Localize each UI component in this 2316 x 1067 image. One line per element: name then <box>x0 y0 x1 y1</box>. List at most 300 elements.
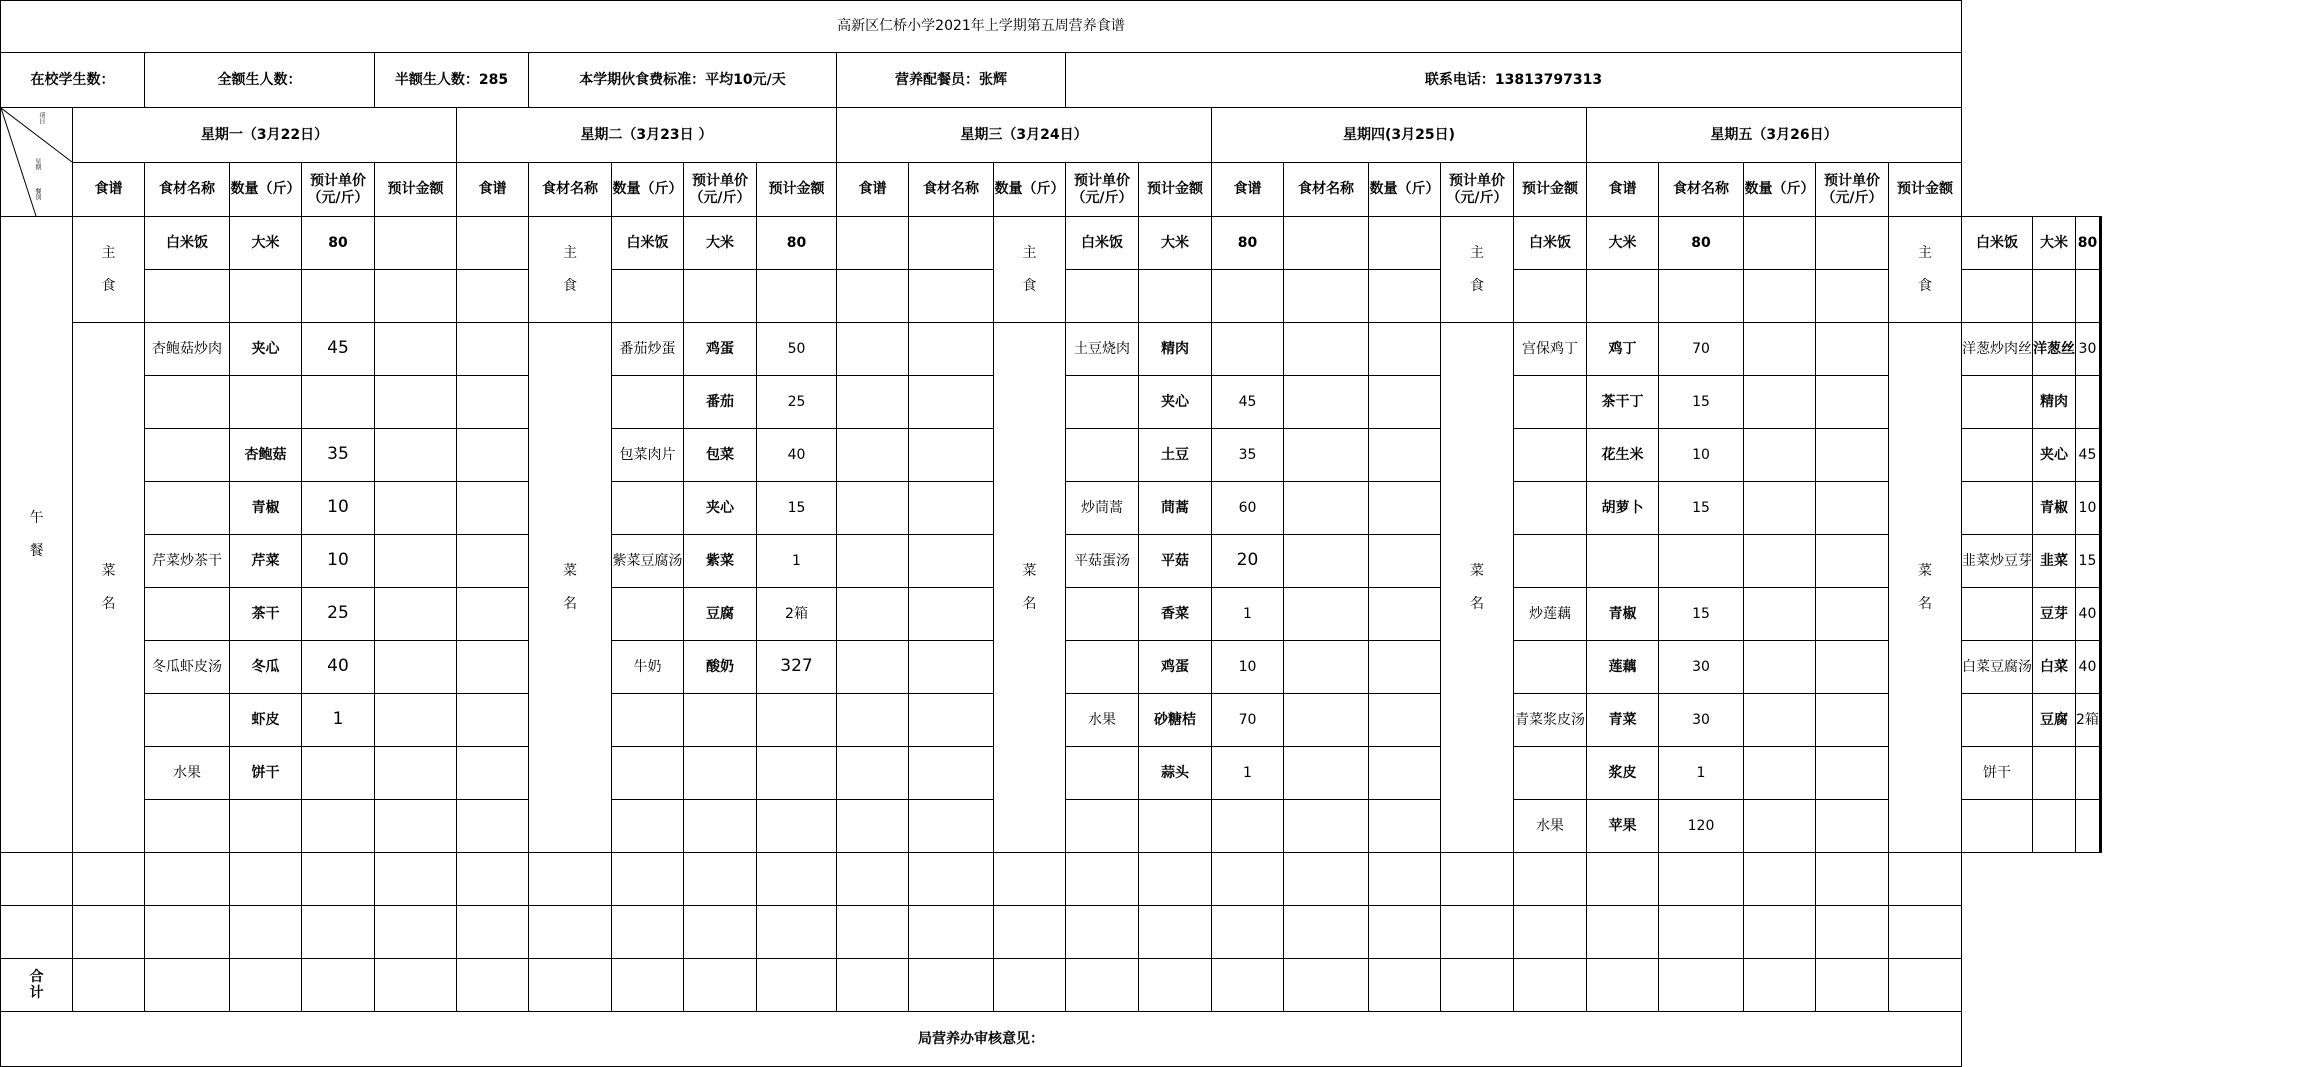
empty-cell[interactable] <box>1659 906 1744 959</box>
empty-cell[interactable] <box>1816 906 1889 959</box>
col-amount-header[interactable]: 预计金额 <box>1139 163 1212 217</box>
ingredient-quantity[interactable] <box>1659 535 1744 588</box>
staple-ingredient-empty[interactable] <box>1587 270 1659 323</box>
ingredient-quantity[interactable]: 15 <box>2076 535 2100 588</box>
ingredient-quantity[interactable]: 15 <box>1659 482 1744 535</box>
unit-price-cell[interactable] <box>375 800 457 853</box>
total-cell[interactable] <box>73 959 145 1012</box>
staple-ingredient-empty[interactable] <box>684 270 757 323</box>
dish-name[interactable]: 番茄炒蛋 <box>612 323 684 376</box>
dish-name[interactable]: 宫保鸡丁 <box>1514 323 1587 376</box>
dish-name[interactable] <box>1514 376 1587 429</box>
unit-price-cell[interactable] <box>1284 270 1369 323</box>
staple-quantity[interactable]: 80 <box>1659 217 1744 270</box>
ingredient-quantity[interactable]: 40 <box>302 641 375 694</box>
dish-name[interactable] <box>1514 747 1587 800</box>
col-ingredient-header[interactable]: 食材名称 <box>529 163 612 217</box>
empty-cell[interactable] <box>684 853 757 906</box>
dish-name[interactable] <box>145 376 230 429</box>
ingredient-quantity[interactable]: 25 <box>757 376 837 429</box>
dish-name[interactable] <box>1962 482 2033 535</box>
ingredient-name[interactable] <box>684 800 757 853</box>
amount-cell[interactable] <box>1816 800 1889 853</box>
amount-cell[interactable] <box>457 376 529 429</box>
staple-label[interactable]: 主 食 <box>529 217 612 323</box>
empty-cell[interactable] <box>1284 853 1369 906</box>
col-quantity-header[interactable]: 数量（斤） <box>1369 163 1441 217</box>
ingredient-quantity[interactable]: 1 <box>757 535 837 588</box>
unit-price-cell[interactable] <box>837 376 909 429</box>
ingredient-name[interactable]: 虾皮 <box>230 694 302 747</box>
ingredient-quantity[interactable]: 70 <box>1659 323 1744 376</box>
staple-label[interactable]: 主 食 <box>994 217 1066 323</box>
empty-first-col[interactable] <box>1 853 73 906</box>
ingredient-name[interactable]: 冬瓜 <box>230 641 302 694</box>
staple-ingredient-empty[interactable] <box>230 270 302 323</box>
empty-first-col[interactable] <box>1 906 73 959</box>
amount-cell[interactable] <box>457 429 529 482</box>
info-students[interactable]: 在校学生数： <box>1 53 145 108</box>
empty-cell[interactable] <box>1066 853 1139 906</box>
amount-cell[interactable] <box>457 800 529 853</box>
ingredient-quantity[interactable] <box>757 747 837 800</box>
dish-name[interactable] <box>145 429 230 482</box>
dish-name[interactable] <box>612 800 684 853</box>
unit-price-cell[interactable] <box>837 429 909 482</box>
total-cell[interactable] <box>1744 959 1816 1012</box>
empty-cell[interactable] <box>145 906 230 959</box>
day-header-4[interactable]: 星期四(3月25日) <box>1212 108 1587 163</box>
empty-cell[interactable] <box>1139 906 1212 959</box>
ingredient-name[interactable]: 白菜 <box>2033 641 2076 694</box>
total-cell[interactable] <box>994 959 1066 1012</box>
amount-cell[interactable] <box>1816 694 1889 747</box>
ingredient-name[interactable]: 鸡丁 <box>1587 323 1659 376</box>
unit-price-cell[interactable] <box>1284 694 1369 747</box>
amount-cell[interactable] <box>909 376 994 429</box>
dish-name[interactable]: 平菇蛋汤 <box>1066 535 1139 588</box>
ingredient-name[interactable] <box>1587 535 1659 588</box>
dish-name[interactable] <box>1962 694 2033 747</box>
unit-price-cell[interactable] <box>375 323 457 376</box>
dish-name[interactable]: 紫菜豆腐汤 <box>612 535 684 588</box>
empty-cell[interactable] <box>1212 853 1284 906</box>
unit-price-cell[interactable] <box>375 429 457 482</box>
dish-name[interactable]: 杏鲍菇炒肉 <box>145 323 230 376</box>
dish-category-label[interactable]: 菜 名 <box>529 323 612 853</box>
ingredient-quantity[interactable]: 10 <box>2076 482 2100 535</box>
total-cell[interactable] <box>457 959 529 1012</box>
amount-cell[interactable] <box>1369 694 1441 747</box>
ingredient-quantity[interactable] <box>302 376 375 429</box>
staple-quantity-empty[interactable] <box>2076 270 2100 323</box>
empty-cell[interactable] <box>230 906 302 959</box>
total-cell[interactable] <box>375 959 457 1012</box>
dish-name[interactable] <box>1066 800 1139 853</box>
ingredient-name[interactable]: 平菇 <box>1139 535 1212 588</box>
unit-price-cell[interactable] <box>1284 429 1369 482</box>
amount-cell[interactable] <box>1816 323 1889 376</box>
ingredient-quantity[interactable]: 2箱 <box>2076 694 2100 747</box>
ingredient-quantity[interactable]: 327 <box>757 641 837 694</box>
staple-dish[interactable]: 白米饭 <box>612 217 684 270</box>
unit-price-cell[interactable] <box>1744 376 1816 429</box>
total-cell[interactable] <box>302 959 375 1012</box>
dish-name[interactable] <box>1962 800 2033 853</box>
staple-quantity[interactable]: 80 <box>2076 217 2100 270</box>
total-cell[interactable] <box>909 959 994 1012</box>
amount-cell[interactable] <box>909 217 994 270</box>
dish-name[interactable] <box>145 482 230 535</box>
empty-cell[interactable] <box>1441 853 1514 906</box>
ingredient-quantity[interactable] <box>2076 800 2100 853</box>
amount-cell[interactable] <box>457 482 529 535</box>
day-header-5[interactable]: 星期五（3月26日） <box>1587 108 1962 163</box>
ingredient-name[interactable]: 夹心 <box>1139 376 1212 429</box>
col-unit-price-header[interactable] <box>1816 163 1889 217</box>
total-cell[interactable] <box>612 959 684 1012</box>
unit-price-cell[interactable] <box>375 588 457 641</box>
ingredient-quantity[interactable]: 2箱 <box>757 588 837 641</box>
ingredient-quantity[interactable]: 35 <box>302 429 375 482</box>
ingredient-quantity[interactable]: 20 <box>1212 535 1284 588</box>
staple-label[interactable]: 主 食 <box>1889 217 1962 323</box>
col-quantity-header[interactable]: 数量（斤） <box>1744 163 1816 217</box>
total-cell[interactable] <box>1587 959 1659 1012</box>
empty-cell[interactable] <box>837 853 909 906</box>
unit-price-cell[interactable] <box>1284 376 1369 429</box>
ingredient-name[interactable]: 饼干 <box>230 747 302 800</box>
amount-cell[interactable] <box>2100 429 2101 482</box>
ingredient-name[interactable] <box>2033 800 2076 853</box>
total-cell[interactable] <box>1369 959 1441 1012</box>
dish-name[interactable] <box>1962 588 2033 641</box>
ingredient-quantity[interactable]: 1 <box>1659 747 1744 800</box>
amount-cell[interactable] <box>909 800 994 853</box>
amount-cell[interactable] <box>2100 270 2101 323</box>
amount-cell[interactable] <box>457 323 529 376</box>
ingredient-name[interactable]: 浆皮 <box>1587 747 1659 800</box>
dish-name[interactable] <box>612 482 684 535</box>
total-cell[interactable] <box>1889 959 1962 1012</box>
total-cell[interactable] <box>145 959 230 1012</box>
ingredient-name[interactable]: 番茄 <box>684 376 757 429</box>
ingredient-quantity[interactable]: 70 <box>1212 694 1284 747</box>
total-cell[interactable] <box>1066 959 1139 1012</box>
amount-cell[interactable] <box>457 747 529 800</box>
amount-cell[interactable] <box>1369 323 1441 376</box>
dish-name[interactable]: 水果 <box>145 747 230 800</box>
dish-name[interactable]: 芹菜炒茶干 <box>145 535 230 588</box>
ingredient-quantity[interactable]: 10 <box>302 535 375 588</box>
empty-cell[interactable] <box>1514 853 1587 906</box>
staple-dish[interactable]: 白米饭 <box>1066 217 1139 270</box>
staple-quantity-empty[interactable] <box>757 270 837 323</box>
ingredient-name[interactable]: 酸奶 <box>684 641 757 694</box>
col-quantity-header[interactable]: 数量（斤） <box>230 163 302 217</box>
dish-name[interactable] <box>1066 588 1139 641</box>
dish-name[interactable] <box>1962 429 2033 482</box>
unit-price-cell[interactable] <box>1744 270 1816 323</box>
ingredient-quantity[interactable]: 40 <box>2076 588 2100 641</box>
col-recipe-header[interactable]: 食谱 <box>73 163 145 217</box>
ingredient-quantity[interactable] <box>757 800 837 853</box>
unit-price-cell[interactable] <box>375 376 457 429</box>
dish-name[interactable]: 牛奶 <box>612 641 684 694</box>
dish-name[interactable]: 白菜豆腐汤 <box>1962 641 2033 694</box>
col-unit-price-header[interactable] <box>684 163 757 217</box>
empty-cell[interactable] <box>1441 906 1514 959</box>
unit-price-cell[interactable] <box>1744 217 1816 270</box>
ingredient-name[interactable]: 杏鲍菇 <box>230 429 302 482</box>
total-cell[interactable] <box>1139 959 1212 1012</box>
amount-cell[interactable] <box>1816 376 1889 429</box>
ingredient-name[interactable] <box>1139 800 1212 853</box>
staple-dish[interactable]: 白米饭 <box>145 217 230 270</box>
ingredient-quantity[interactable]: 15 <box>1659 588 1744 641</box>
ingredient-name[interactable]: 豆芽 <box>2033 588 2076 641</box>
ingredient-name[interactable]: 精肉 <box>1139 323 1212 376</box>
staple-dish-empty[interactable] <box>145 270 230 323</box>
ingredient-name[interactable]: 莲藕 <box>1587 641 1659 694</box>
info-nutritionist[interactable]: 营养配餐员：张辉 <box>837 53 1066 108</box>
page-title[interactable]: 高新区仁桥小学2021年上学期第五周营养食谱 <box>1 1 1962 53</box>
amount-cell[interactable] <box>2100 482 2101 535</box>
ingredient-quantity[interactable]: 45 <box>2076 429 2100 482</box>
ingredient-quantity[interactable]: 1 <box>1212 588 1284 641</box>
empty-cell[interactable] <box>302 853 375 906</box>
empty-cell[interactable] <box>1369 906 1441 959</box>
dish-name[interactable] <box>145 800 230 853</box>
ingredient-quantity[interactable]: 25 <box>302 588 375 641</box>
empty-cell[interactable] <box>375 906 457 959</box>
amount-cell[interactable] <box>1816 270 1889 323</box>
info-phone[interactable]: 联系电话：13813797313 <box>1066 53 1962 108</box>
amount-cell[interactable] <box>909 641 994 694</box>
ingredient-name[interactable]: 洋葱丝 <box>2033 323 2076 376</box>
col-amount-header[interactable]: 预计金额 <box>1514 163 1587 217</box>
staple-dish[interactable]: 白米饭 <box>1514 217 1587 270</box>
amount-cell[interactable] <box>2100 588 2101 641</box>
ingredient-quantity[interactable]: 50 <box>757 323 837 376</box>
ingredient-quantity[interactable]: 30 <box>2076 323 2100 376</box>
total-cell[interactable] <box>1441 959 1514 1012</box>
dish-name[interactable] <box>145 588 230 641</box>
amount-cell[interactable] <box>1369 482 1441 535</box>
empty-cell[interactable] <box>1212 906 1284 959</box>
ingredient-name[interactable]: 香菜 <box>1139 588 1212 641</box>
ingredient-name[interactable]: 豆腐 <box>2033 694 2076 747</box>
dish-category-label[interactable]: 菜 名 <box>1441 323 1514 853</box>
empty-cell[interactable] <box>1744 853 1816 906</box>
amount-cell[interactable] <box>1369 535 1441 588</box>
total-cell[interactable] <box>230 959 302 1012</box>
dish-name[interactable]: 饼干 <box>1962 747 2033 800</box>
dish-name[interactable] <box>612 694 684 747</box>
empty-cell[interactable] <box>1889 906 1962 959</box>
ingredient-quantity[interactable]: 15 <box>757 482 837 535</box>
corner-header[interactable] <box>1 108 73 217</box>
empty-cell[interactable] <box>757 853 837 906</box>
total-cell[interactable] <box>1284 959 1369 1012</box>
ingredient-name[interactable]: 紫菜 <box>684 535 757 588</box>
staple-dish-empty[interactable] <box>1066 270 1139 323</box>
staple-label[interactable]: 主 食 <box>73 217 145 323</box>
empty-cell[interactable] <box>1369 853 1441 906</box>
unit-price-cell[interactable] <box>375 535 457 588</box>
amount-cell[interactable] <box>1816 641 1889 694</box>
dish-category-label[interactable]: 菜 名 <box>1889 323 1962 853</box>
dish-name[interactable]: 炒茼蒿 <box>1066 482 1139 535</box>
ingredient-name[interactable]: 苹果 <box>1587 800 1659 853</box>
empty-cell[interactable] <box>1587 853 1659 906</box>
dish-name[interactable] <box>612 747 684 800</box>
amount-cell[interactable] <box>1369 376 1441 429</box>
empty-cell[interactable] <box>1889 853 1962 906</box>
dish-name[interactable]: 包菜肉片 <box>612 429 684 482</box>
ingredient-quantity[interactable] <box>1212 800 1284 853</box>
ingredient-name[interactable]: 茶干 <box>230 588 302 641</box>
ingredient-name[interactable] <box>2033 747 2076 800</box>
staple-dish-empty[interactable] <box>1514 270 1587 323</box>
col-recipe-header[interactable]: 食谱 <box>457 163 529 217</box>
amount-cell[interactable] <box>1816 482 1889 535</box>
ingredient-quantity[interactable]: 30 <box>1659 641 1744 694</box>
dish-name[interactable] <box>1514 535 1587 588</box>
dish-name[interactable]: 洋葱炒肉丝 <box>1962 323 2033 376</box>
unit-price-cell[interactable] <box>375 694 457 747</box>
empty-cell[interactable] <box>1659 853 1744 906</box>
staple-dish-empty[interactable] <box>1962 270 2033 323</box>
empty-cell[interactable] <box>909 853 994 906</box>
review-opinion-label[interactable]: 局营养办审核意见： <box>1 1012 1962 1067</box>
unit-price-cell[interactable] <box>837 323 909 376</box>
total-cell[interactable] <box>1816 959 1889 1012</box>
dish-name[interactable] <box>1066 747 1139 800</box>
ingredient-quantity[interactable]: 40 <box>757 429 837 482</box>
col-ingredient-header[interactable]: 食材名称 <box>1659 163 1744 217</box>
unit-price-cell[interactable] <box>1284 535 1369 588</box>
staple-quantity-empty[interactable] <box>302 270 375 323</box>
ingredient-name[interactable]: 夹心 <box>2033 429 2076 482</box>
ingredient-quantity[interactable]: 45 <box>1212 376 1284 429</box>
ingredient-name[interactable] <box>230 800 302 853</box>
ingredient-quantity[interactable]: 60 <box>1212 482 1284 535</box>
ingredient-quantity[interactable] <box>2076 376 2100 429</box>
amount-cell[interactable] <box>2100 217 2101 270</box>
dish-name[interactable] <box>612 376 684 429</box>
empty-cell[interactable] <box>230 853 302 906</box>
dish-name[interactable]: 冬瓜虾皮汤 <box>145 641 230 694</box>
empty-cell[interactable] <box>612 853 684 906</box>
staple-quantity-empty[interactable] <box>1659 270 1744 323</box>
amount-cell[interactable] <box>2100 323 2101 376</box>
empty-cell[interactable] <box>1284 906 1369 959</box>
ingredient-name[interactable]: 精肉 <box>2033 376 2076 429</box>
col-unit-price-header[interactable] <box>302 163 375 217</box>
dish-name[interactable]: 土豆烧肉 <box>1066 323 1139 376</box>
ingredient-quantity[interactable] <box>757 694 837 747</box>
ingredient-quantity[interactable]: 120 <box>1659 800 1744 853</box>
amount-cell[interactable] <box>2100 800 2101 853</box>
amount-cell[interactable] <box>457 535 529 588</box>
ingredient-name[interactable]: 夹心 <box>684 482 757 535</box>
amount-cell[interactable] <box>1816 217 1889 270</box>
col-unit-price-header[interactable] <box>1441 163 1514 217</box>
ingredient-name[interactable]: 青椒 <box>2033 482 2076 535</box>
unit-price-cell[interactable] <box>1744 323 1816 376</box>
amount-cell[interactable] <box>1369 747 1441 800</box>
dish-category-label[interactable]: 菜 名 <box>73 323 145 853</box>
dish-name[interactable] <box>1066 641 1139 694</box>
total-label[interactable]: 合 计 <box>1 959 73 1012</box>
day-header-3[interactable]: 星期三（3月24日） <box>837 108 1212 163</box>
amount-cell[interactable] <box>909 323 994 376</box>
col-ingredient-header[interactable]: 食材名称 <box>1284 163 1369 217</box>
empty-cell[interactable] <box>909 906 994 959</box>
unit-price-cell[interactable] <box>375 747 457 800</box>
unit-price-cell[interactable] <box>1744 641 1816 694</box>
empty-cell[interactable] <box>1066 906 1139 959</box>
amount-cell[interactable] <box>2100 376 2101 429</box>
dish-name[interactable]: 水果 <box>1066 694 1139 747</box>
unit-price-cell[interactable] <box>1284 482 1369 535</box>
unit-price-cell[interactable] <box>837 217 909 270</box>
unit-price-cell[interactable] <box>1284 641 1369 694</box>
empty-cell[interactable] <box>302 906 375 959</box>
amount-cell[interactable] <box>457 641 529 694</box>
staple-dish[interactable]: 白米饭 <box>1962 217 2033 270</box>
staple-ingredient[interactable]: 大米 <box>2033 217 2076 270</box>
dish-name[interactable] <box>1514 429 1587 482</box>
staple-quantity[interactable]: 80 <box>757 217 837 270</box>
empty-cell[interactable] <box>145 853 230 906</box>
total-cell[interactable] <box>529 959 612 1012</box>
ingredient-name[interactable]: 夹心 <box>230 323 302 376</box>
info-full-free[interactable]: 全额生人数： <box>145 53 375 108</box>
amount-cell[interactable] <box>457 588 529 641</box>
dish-name[interactable] <box>145 694 230 747</box>
amount-cell[interactable] <box>909 747 994 800</box>
col-recipe-header[interactable]: 食谱 <box>1212 163 1284 217</box>
empty-cell[interactable] <box>1744 906 1816 959</box>
staple-dish-empty[interactable] <box>612 270 684 323</box>
dish-name[interactable] <box>1514 482 1587 535</box>
ingredient-quantity[interactable]: 30 <box>1659 694 1744 747</box>
empty-cell[interactable] <box>73 906 145 959</box>
dish-name[interactable]: 青菜浆皮汤 <box>1514 694 1587 747</box>
ingredient-quantity[interactable]: 10 <box>302 482 375 535</box>
dish-name[interactable]: 炒莲藕 <box>1514 588 1587 641</box>
meal-lunch-label[interactable]: 午 餐 <box>1 217 73 853</box>
staple-quantity[interactable]: 80 <box>302 217 375 270</box>
amount-cell[interactable] <box>1369 588 1441 641</box>
unit-price-cell[interactable] <box>837 270 909 323</box>
staple-ingredient[interactable]: 大米 <box>1587 217 1659 270</box>
amount-cell[interactable] <box>457 217 529 270</box>
ingredient-name[interactable]: 青菜 <box>1587 694 1659 747</box>
dish-name[interactable] <box>1066 376 1139 429</box>
ingredient-name[interactable]: 蒜头 <box>1139 747 1212 800</box>
empty-cell[interactable] <box>73 853 145 906</box>
unit-price-cell[interactable] <box>1284 323 1369 376</box>
ingredient-quantity[interactable]: 1 <box>1212 747 1284 800</box>
unit-price-cell[interactable] <box>1744 694 1816 747</box>
empty-cell[interactable] <box>684 906 757 959</box>
ingredient-name[interactable]: 青椒 <box>230 482 302 535</box>
ingredient-name[interactable]: 韭菜 <box>2033 535 2076 588</box>
unit-price-cell[interactable] <box>375 217 457 270</box>
